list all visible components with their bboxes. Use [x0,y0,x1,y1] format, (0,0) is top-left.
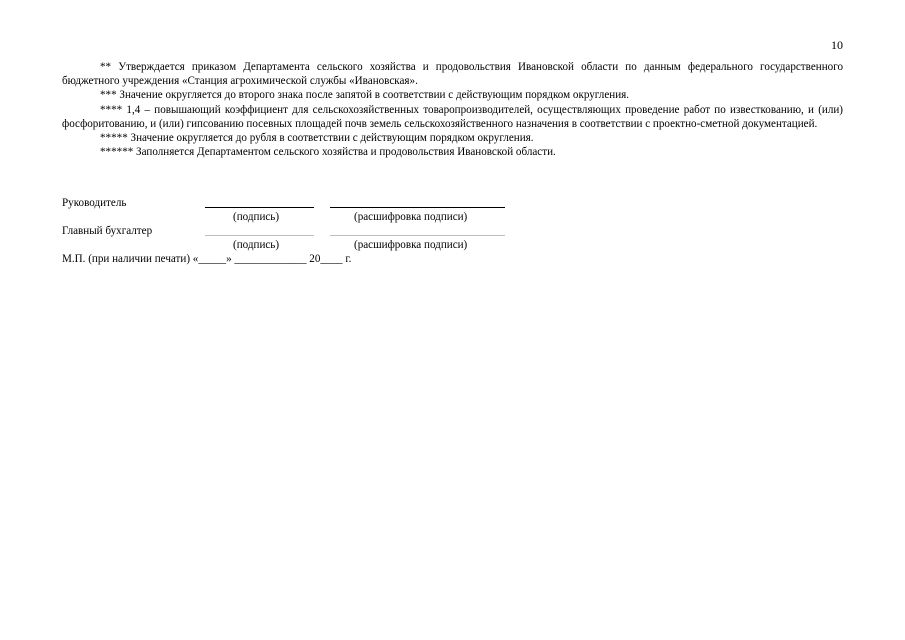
head-caption-row [62,210,562,224]
signature-caption: (подпись) [233,239,280,251]
accountant-label: Главный бухгалтер [62,225,153,237]
footnote-filled-by-department: ****** Заполняется Департаментом сельского хозяйства и продовольствия Ивановской области. [100,146,556,159]
head-label: Руководитель [62,197,127,209]
head-signature-row [62,196,562,210]
footnote-approval: ** Утверждается приказом Департамента сельского хозяйства и продовольствия Ивановской области по данным федерального государственного бюджетного учреждения «Станция агрохимической службы «Ивановская». [62,61,843,88]
footnote-coefficient: **** 1,4 – повышающий коэффициент для сельскохозяйственных товаропроизводителей, осуществляющих проведение работ по известкованию, и (или) фосфоритованию, и (или) гипсованию посевных площадей почв земель сельскохозяйственного назначения в соответствии с проектно-сметной документацией. [62,103,843,130]
stamp-date-line: М.П. (при наличии печати) «_____» _____________ 20____ г. [62,253,352,265]
signature-block [62,196,562,266]
signature-caption: (подпись) [233,211,280,223]
accountant-signature-row [62,224,562,238]
accountant-caption-row [62,238,562,252]
page-number: 10 [831,38,843,52]
head-signature-line[interactable] [205,207,314,208]
head-decoding-line[interactable] [330,207,505,208]
footnotes [62,60,843,159]
decoding-caption: (расшифровка подписи) [354,239,468,251]
footnote-rounding-rubles: ***** Значение округляется до рубля в соответствии с действующим порядком округления. [100,132,534,145]
accountant-signature-line[interactable] [205,235,314,236]
accountant-decoding-line[interactable] [330,235,505,236]
decoding-caption: (расшифровка подписи) [354,211,468,223]
footnote-rounding-decimals: *** Значение округляется до второго знака после запятой в соответствии с действующим порядком округления. [100,89,630,102]
